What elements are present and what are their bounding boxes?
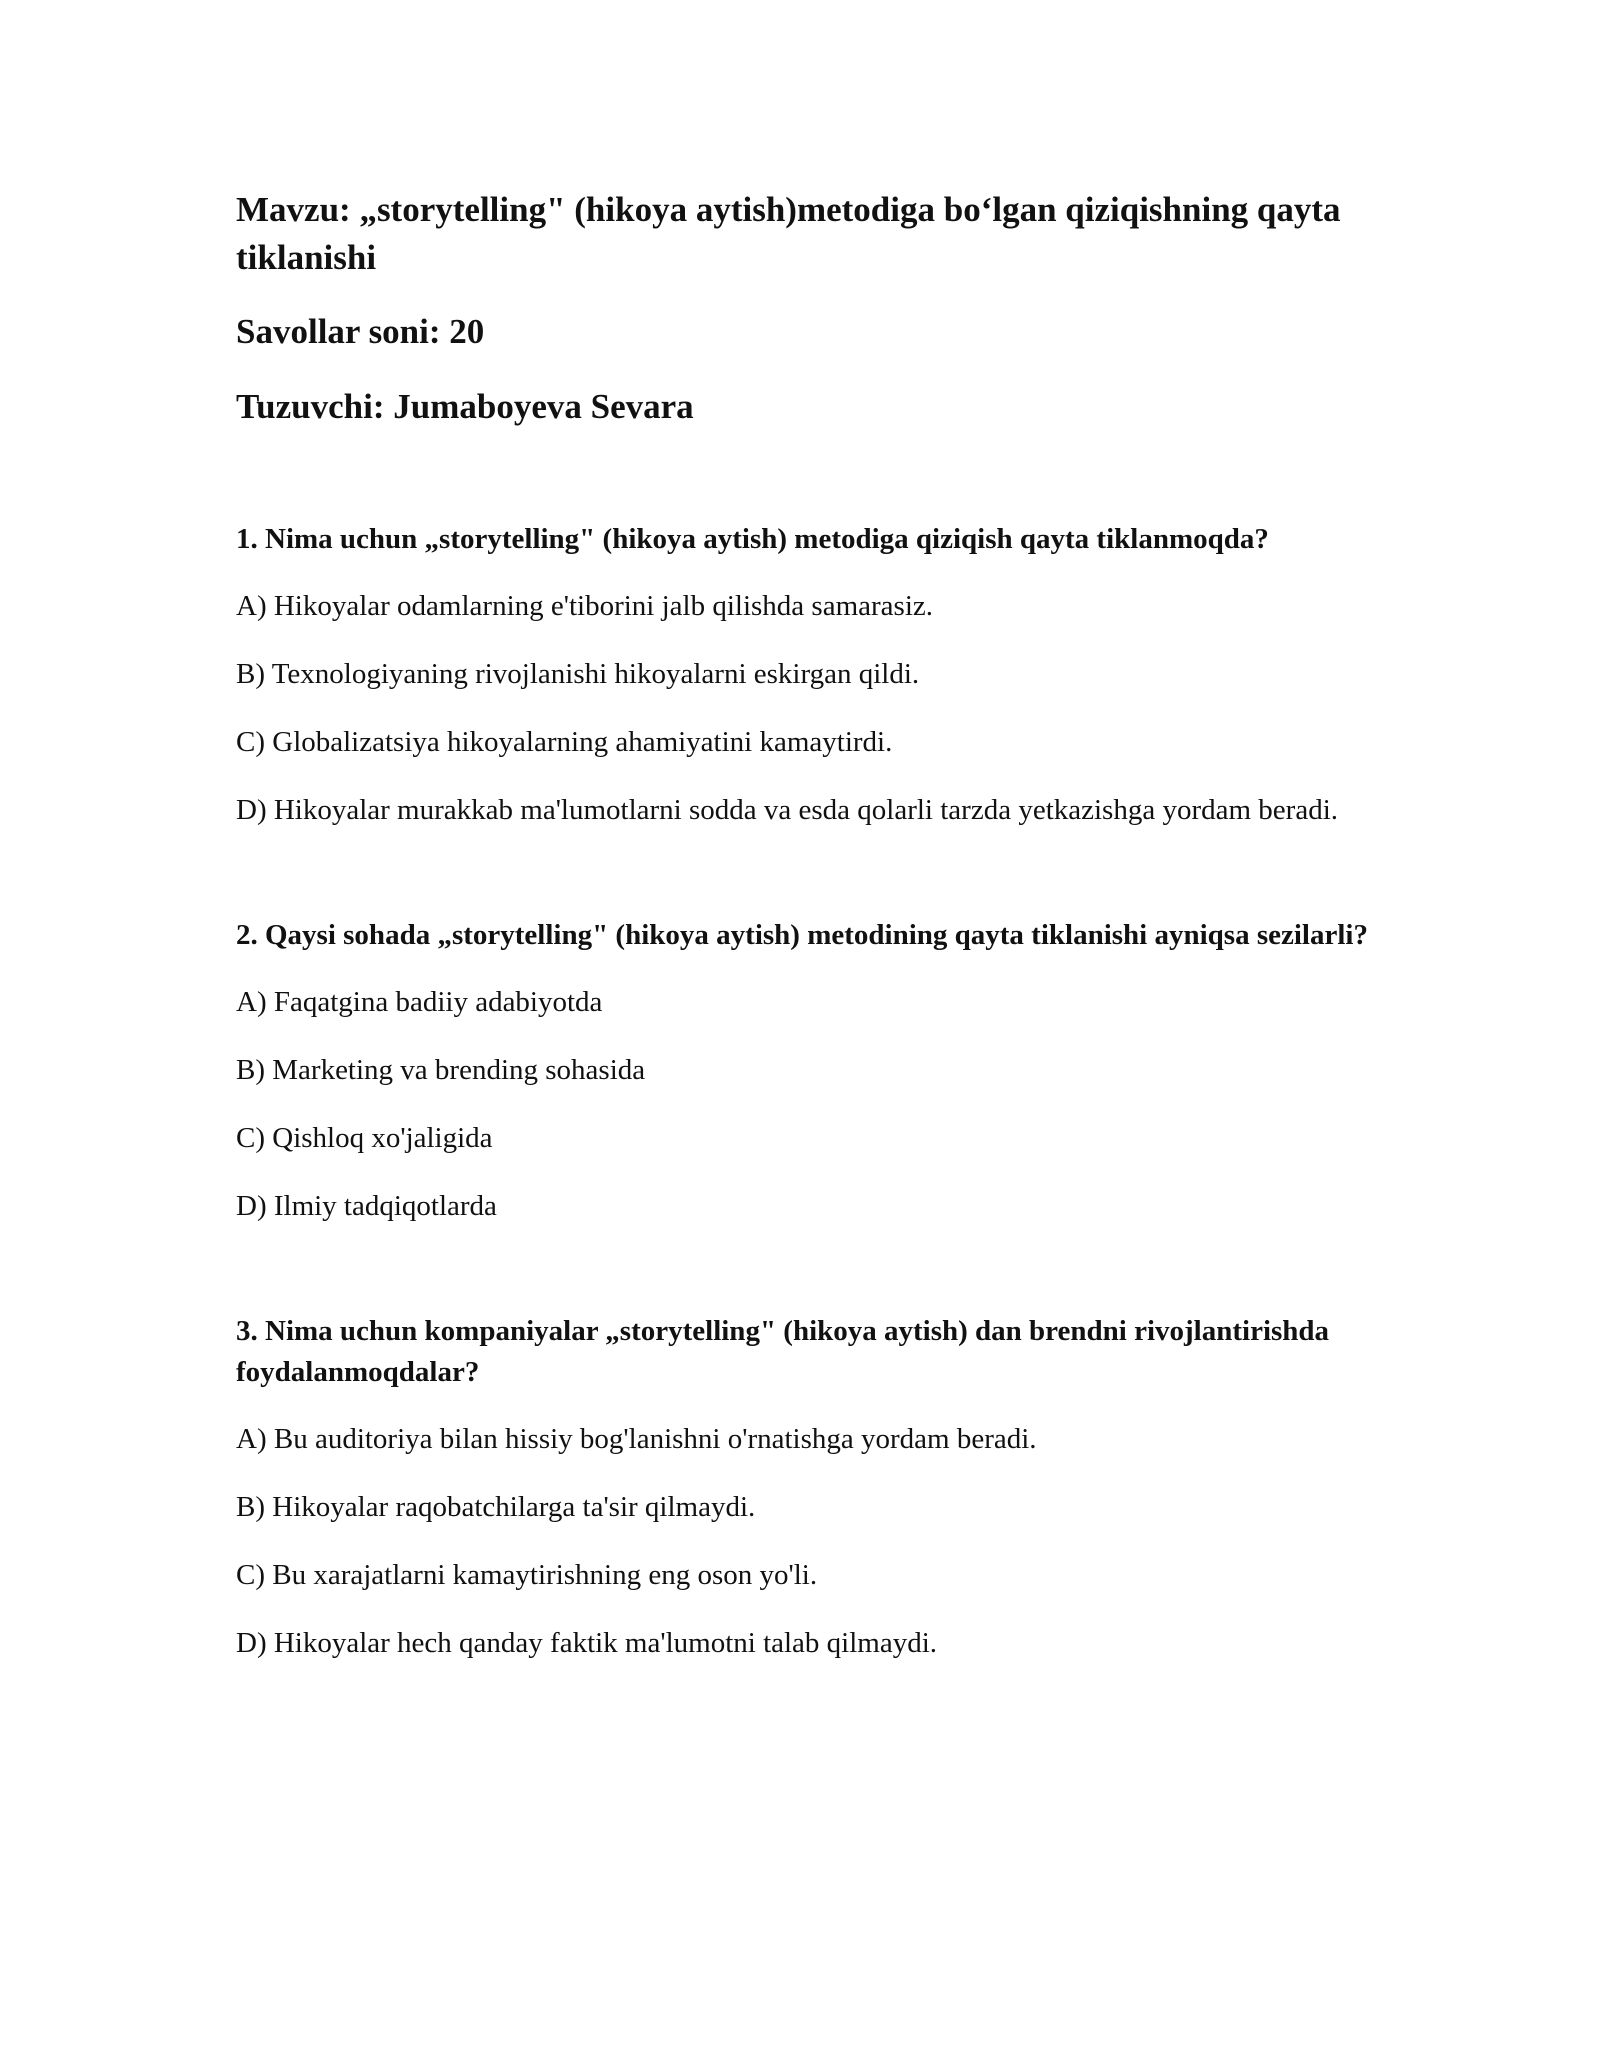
question-2-option-b: B) Marketing va brending sohasida	[236, 1054, 646, 1086]
question-2-option-d: D) Ilmiy tadqiqotlarda	[236, 1190, 497, 1222]
question-3-option-c: C) Bu xarajatlarni kamaytirishning eng oson yo'li.	[236, 1559, 818, 1591]
document-page	[236, 186, 1386, 1691]
question-1-option-d: D) Hikoyalar murakkab ma'lumotlarni sodda va esda qolarli tarzda yetkazishga yordam beradi.	[236, 794, 1338, 826]
question-3-option-d: D) Hikoyalar hech qanday faktik ma'lumotni talab qilmaydi.	[236, 1627, 938, 1659]
question-2-option-a: A) Faqatgina badiiy adabiyotda	[236, 986, 603, 1018]
topic-title: Mavzu: „storytelling" (hikoya aytish)metodiga bo‘lgan qiziqishning qayta tiklanishi	[236, 190, 1341, 277]
question-3-text: 3. Nima uchun kompaniyalar „storytelling" (hikoya aytish) dan brendni rivojlantirishda foydalanmoqdalar?	[236, 1315, 1330, 1388]
question-1-option-b: B) Texnologiyaning rivojlanishi hikoyalarni eskirgan qildi.	[236, 658, 920, 690]
question-1-option-c: C) Globalizatsiya hikoyalarning ahamiyatini kamaytirdi.	[236, 726, 893, 758]
question-block-2	[236, 915, 1386, 1227]
question-count: Savollar soni: 20	[236, 312, 485, 351]
question-2-option-c: C) Qishloq xo'jaligida	[236, 1122, 493, 1154]
question-block-1	[236, 519, 1386, 831]
question-1-option-a: A) Hikoyalar odamlarning e'tiborini jalb qilishda samarasiz.	[236, 590, 934, 622]
question-3-option-a: A) Bu auditoriya bilan hissiy bog'lanishni o'rnatishga yordam beradi.	[236, 1423, 1037, 1455]
question-block-3	[236, 1311, 1386, 1664]
author-line: Tuzuvchi: Jumaboyeva Sevara	[236, 387, 694, 426]
question-1-text: 1. Nima uchun „storytelling" (hikoya aytish) metodiga qiziqish qayta tiklanmoqda?	[236, 523, 1269, 555]
question-3-option-b: B) Hikoyalar raqobatchilarga ta'sir qilmaydi.	[236, 1491, 756, 1523]
question-2-text: 2. Qaysi sohada „storytelling" (hikoya aytish) metodining qayta tiklanishi ayniqsa sezilarli?	[236, 919, 1368, 951]
